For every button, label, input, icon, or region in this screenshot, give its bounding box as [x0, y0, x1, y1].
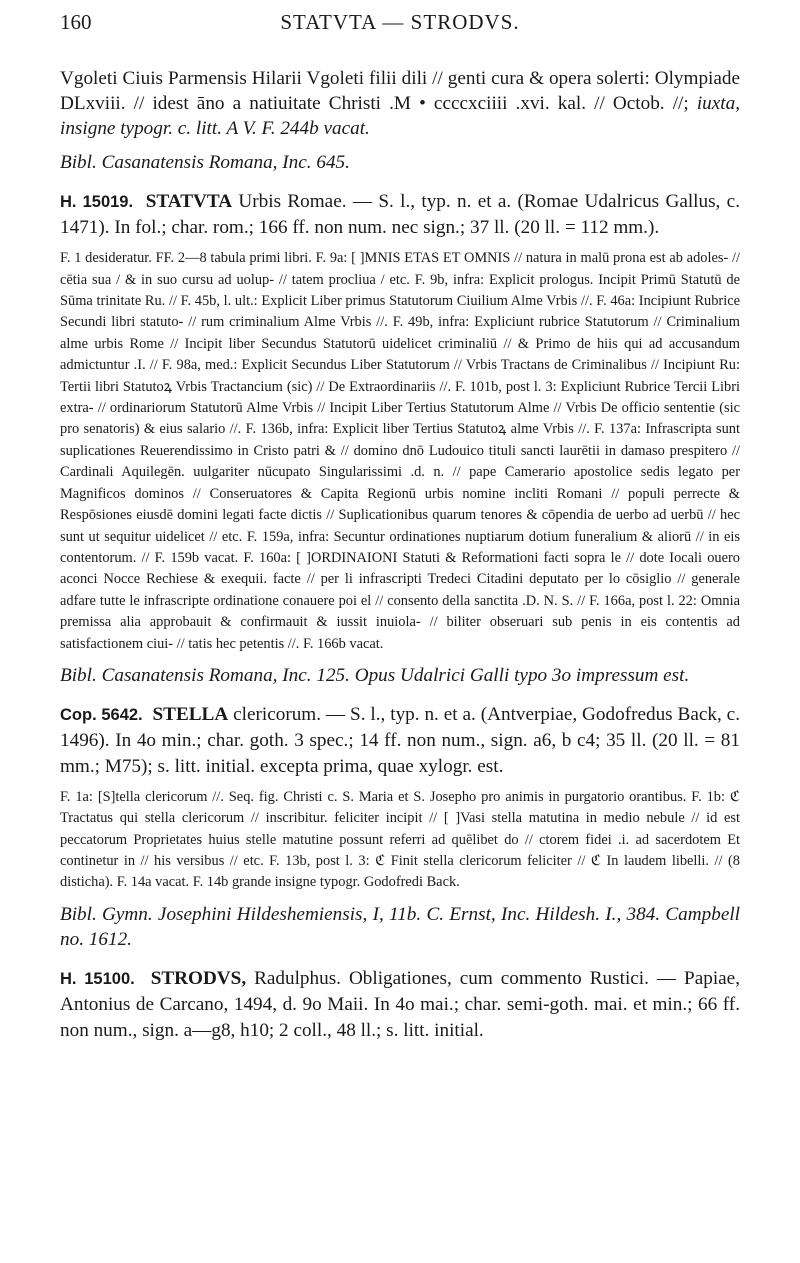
entry-number: H. 15019.: [60, 192, 134, 211]
preceding-italic-note: iuxta, insigne typogr. c. litt. A V. F. 244b vacat.: [60, 93, 740, 140]
preceding-entry-text: [60, 66, 740, 142]
running-title: STATVTA — STRODVS.: [280, 10, 520, 34]
entry-imprint: clericorum. — S. l., typ. n. et a. (Antverpiae, Godofredus Back, c. 1496). In 4o min.; char. goth. 3 spec.; 14 ff. non num., sign. a6, b c4; 35 ll. (20 ll. = 81 mm.; M75); s. litt. initial. excepta prima, quae xylogr. est.: [60, 704, 740, 777]
entry-heading: [60, 702, 740, 779]
entry-imprint: Radulphus. Obligationes, cum commento Rustici. — Papiae, Antonius de Carcano, 1494, d. 9o Maii. In 4o mai.; char. semi-goth. mai. et min.; 66 ff. non num., sign. a—g8, h10; 2 coll., 48 ll.; s. litt. initial.: [60, 968, 740, 1041]
entry-number: Cop. 5642.: [60, 706, 143, 725]
entry-library-reference: Bibl. Gymn. Josephini Hildeshemiensis, I, 11b. C. Ernst, Inc. Hildesh. I., 384. Campbell no. 1612.: [60, 903, 740, 950]
entry-title: STATVTA: [145, 190, 233, 212]
catalogue-content: [60, 66, 740, 1043]
entry-description: F. 1 desideratur. FF. 2—8 tabula primi libri. F. 9a: [ ]MNIS ETAS ET OMNIS // natura in malū prona est ab adoles- // cētia sua / & in suo cursu ad uolup- // tatem procliua / etc. F. 9b, infra: Explicit prologus. Incipit Primū Statutū de Sūma trinitate Ru. // F. 45b, l. ult.: Explicit Liber primus Statutorum Ciuilium Alme Vrbis //. F. 46a: Incipiunt Rubrice Secundi libri statuto- // rum criminalium Alme Vrbis //. F. 49b, infra: Expliciunt rubrice Statutorum // Criminalium alme urbis Rome // Incipit liber Secundus Statutorū uidelicet criminaliū // & Primo de hiis qui ad accusandum admictuntur .I. // F. 98a, med.: Explicit Secundus Liber Statutorum // Vrbis Tractans de Criminalibus // Incipiunt Ru: Tertii libri Statutoꝝ Vrbis Tractancium (sic) // De Extraordinariis //. F. 101b, post l. 3: Expliciunt Rubrice Tercii Libri extra- // ordinariorum Statutorū Alme Vrbis // Incipit Liber Tertius Statutorum Alme // Vrbis De officio sententie (sic pro senatoris) & eius salario //. F. 136b, infra: Explicit liber Tertius Statutoꝝ alme Vrbis //. F. 137a: Infrascripta sunt suplicationes Reuerendissimo in Cristo patri & // domino dnō Ludouico tituli sancti laurētii in damaso prespitero // Cardinali Aquilegēn. uulgariter nūcupato Singularissimi .d. n. // pape Camerario apostolice sedis legato per Magnificos dominos // Conseruatores & Capita Regionū urbis nomine incliti Romani // populi perrecte & Respōsiones eiusdē domini legati facte dictis // Suplicationibus quarum tenores & cōpendia de uerbo ad uerbū // hec sunt ut sequitur uidelicet // etc. F. 159a, infra: Secuntur ordinationes nuptiarum dotium funeralium & aliorū // in eis contentorum. // F. 159b vacat. F. 160a: [ ]ORDINAIONI Statuti & Reformationi facti sopra le // dote Iocali ouero aconci Nocce Rechiese & exequii. facte // per li infrascripti Tredeci Citadini deputato per lo cōsiglio // generale adfare tutte le infrascripte ordinatione conauere poi el // consento della sanctita .D. N. S. // F. 166a, post l. 22: Omnia premissa alia approbauit & confirmauit & iussit inuiola- // biliter obseruari sub penis in eis contentis ad satisfactionem ciui- // tatis hec petentis //. F. 166b vacat.: [60, 250, 740, 652]
entry-number: H. 15100.: [60, 970, 135, 989]
entry-description: F. 1a: [S]tella clericorum //. Seq. fig. Christi c. S. Maria et S. Josepho pro animis in purgatorio orantibus. F. 1b: ℭ Tractatus qui stella clericorum // inscribitur. feliciter incipit // [ ]Vasi stella matutina in medio nebule // id est peccatorum Proprietates huius stelle matutine possunt referri ad quēlibet do // ctorem fidei .i. ad sacerdotem Et continetur in // his versibus // etc. F. 13b, post l. 3: ℭ Finit stella clericorum feliciter // ℭ In laudem libelli. // (8 disticha). F. 14a vacat. F. 14b grande insigne typogr. Godofredi Back.: [60, 788, 740, 891]
entry-title: STELLA: [152, 704, 229, 726]
entry-heading: [60, 966, 740, 1043]
entry-library-reference: Bibl. Casanatensis Romana, Inc. 125. Opus Udalrici Galli typo 3o impressum est.: [60, 664, 690, 686]
entry-imprint: Urbis Romae. — S. l., typ. n. et a. (Romae Udalricus Gallus, c. 1471). In fol.; char. rom.; 166 ff. non num. nec sign.; 37 ll. (20 ll. = 112 mm.).: [60, 190, 740, 239]
preceding-library-reference: Bibl. Casanatensis Romana, Inc. 645.: [60, 151, 350, 173]
preceding-text: Vgoleti Ciuis Parmensis Hilarii Vgoleti filii dili // genti cura & opera solerti: Olympiade DLxviii. // idest āno a natiuitate Christi .M • ccccxciiii .xvi. kal. // Octob. //;: [60, 68, 740, 115]
entry-heading: [60, 189, 740, 240]
entry-title: STRODVS,: [150, 968, 247, 990]
running-head: [60, 10, 740, 36]
page-number: 160: [60, 10, 92, 34]
